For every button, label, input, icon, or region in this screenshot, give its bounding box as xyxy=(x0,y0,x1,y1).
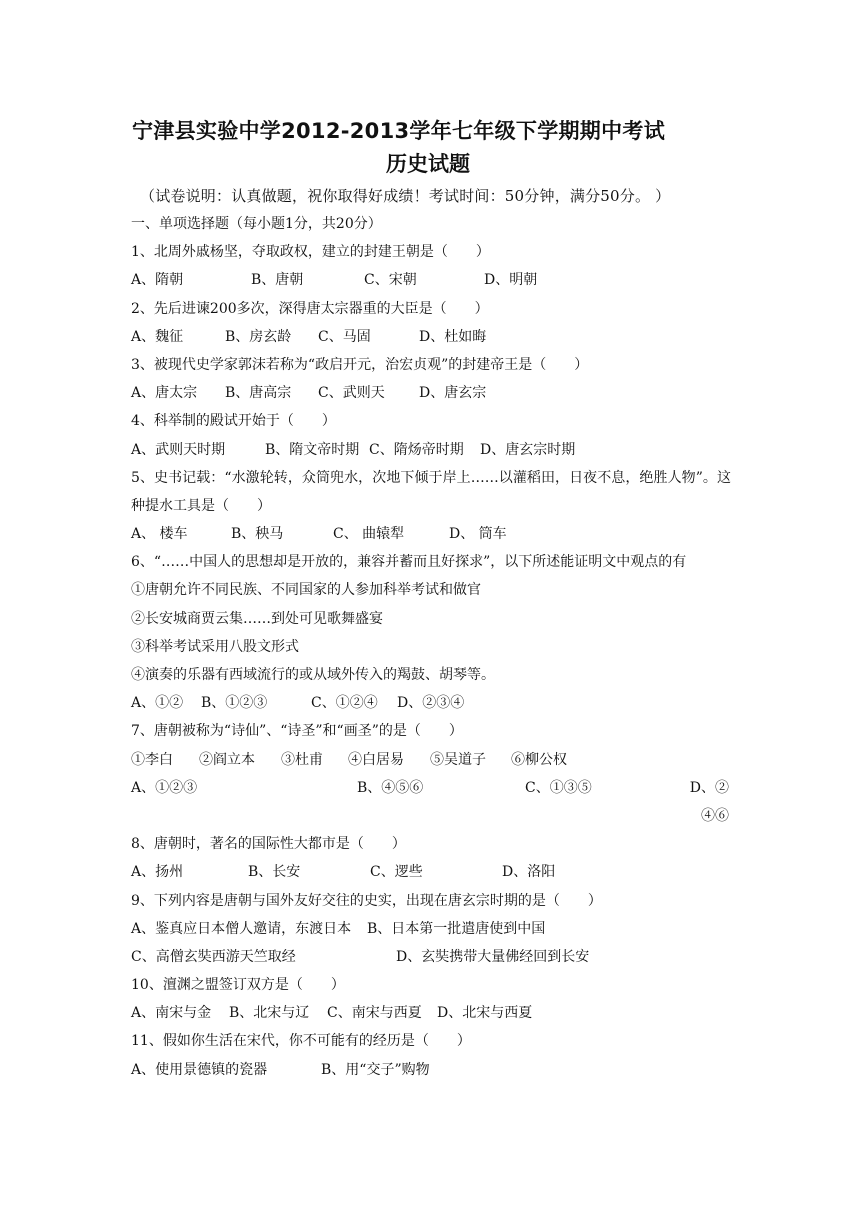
question-list xyxy=(131,210,731,1084)
option: B、日本第一批遣唐使到中国 xyxy=(367,920,546,937)
option: A、①② xyxy=(131,695,184,712)
options-row xyxy=(131,858,731,886)
option: B、隋文帝时期 xyxy=(265,441,360,458)
option: A、鉴真应日本僧人邀请，东渡日本 xyxy=(131,920,352,937)
option: B、④⑤⑥ xyxy=(357,779,424,796)
question-stem: 8、唐朝时，著名的国际性大都市是（ ） xyxy=(131,836,406,853)
option: D、唐玄宗 xyxy=(419,385,487,402)
option: C、马固 xyxy=(318,328,371,345)
options-row xyxy=(131,943,731,971)
options-row xyxy=(131,1056,731,1084)
statement-item: ①唐朝允许不同民族、不同国家的人参加科举考试和做官 xyxy=(131,582,481,599)
option: A、 楼车 xyxy=(131,526,188,543)
option: A、①②③ xyxy=(131,779,198,796)
section-heading: 一、单项选择题（每小题1分，共20分） xyxy=(131,216,382,232)
option: D、玄奘携带大量佛经回到长安 xyxy=(396,948,590,965)
options-row xyxy=(131,774,731,824)
statement-item: ②长安城商贾云集……到处可见歌舞盛宴 xyxy=(131,610,383,627)
exam-instructions: （试卷说明：认真做题，祝你取得好成绩！考试时间：50分钟，满分50分。 ） xyxy=(140,187,671,205)
question-stem: 3、被现代史学家郭沫若称为“政启开元，治宏贞观”的封建帝王是（ ） xyxy=(131,356,589,373)
person-item: ③杜甫 xyxy=(281,751,323,768)
options-row xyxy=(131,520,731,548)
statement-item: ③科举考试采用八股文形式 xyxy=(131,638,299,655)
options-row xyxy=(131,379,731,407)
option: B、长安 xyxy=(248,864,301,881)
question-stem: 4、科举制的殿试开始于（ ） xyxy=(131,413,336,430)
person-item: ⑤吴道子 xyxy=(430,751,486,768)
option: B、秧马 xyxy=(231,526,284,543)
option: D、北宋与西夏 xyxy=(437,1005,533,1022)
option: A、唐太宗 xyxy=(131,385,198,402)
options-row xyxy=(131,915,731,943)
option: A、南宋与金 xyxy=(131,1005,212,1022)
option: B、北宋与辽 xyxy=(229,1005,310,1022)
option: C、隋炀帝时期 xyxy=(369,441,464,458)
option: A、武则天时期 xyxy=(131,441,226,458)
statement-item: ④演奏的乐器有西域流行的或从域外传入的羯鼓、胡琴等。 xyxy=(131,667,495,684)
options-row xyxy=(131,999,731,1027)
person-item: ①李白 xyxy=(131,751,173,768)
items-row xyxy=(131,746,731,774)
options-row xyxy=(131,266,731,294)
options-row xyxy=(131,323,731,351)
option: C、①③⑤ xyxy=(525,779,592,796)
option: A、使用景德镇的瓷器 xyxy=(131,1061,268,1078)
option: D、杜如晦 xyxy=(419,328,487,345)
question-stem: 1、北周外戚杨坚，夺取政权，建立的封建王朝是（ ） xyxy=(131,244,490,261)
option: C、宋朝 xyxy=(364,272,417,289)
option: B、房玄龄 xyxy=(225,328,292,345)
option: B、用“交子”购物 xyxy=(321,1061,430,1078)
option: D、②③④ xyxy=(397,695,465,712)
exam-subtitle: 历史试题 xyxy=(386,152,470,176)
options-row xyxy=(131,436,731,464)
person-item: ⑥柳公权 xyxy=(511,751,567,768)
option: A、魏征 xyxy=(131,328,184,345)
option: A、扬州 xyxy=(131,864,184,881)
question-stem: 5、史书记载：“水激轮转，众筒兜水，次地下倾于岸上……以灌稻田，日夜不息，绝胜人物”。这种提水工具是（ ） xyxy=(131,469,731,514)
question-stem: 7、唐朝被称为“诗仙”、“诗圣”和“画圣”的是（ ） xyxy=(131,723,463,740)
option: D、唐玄宗时期 xyxy=(480,441,576,458)
question-stem: 11、假如你生活在宋代，你不可能有的经历是（ ） xyxy=(131,1033,471,1050)
exam-title: 宁津县实验中学2012-2013学年七年级下学期期中考试 xyxy=(132,119,666,143)
option-wrap-spacer xyxy=(131,802,731,830)
option: C、高僧玄奘西游天竺取经 xyxy=(131,948,296,965)
option: C、①②④ xyxy=(311,695,378,712)
person-item: ②阎立本 xyxy=(199,751,255,768)
option: D、②④⑥ xyxy=(689,779,729,824)
options-row xyxy=(131,689,731,717)
option: C、武则天 xyxy=(318,385,385,402)
question-stem: 2、先后进谏200多次，深得唐太宗器重的大臣是（ ） xyxy=(131,300,489,317)
person-item: ④白居易 xyxy=(348,751,404,768)
question-stem: 6、“……中国人的思想却是开放的，兼容并蓄而且好探求”，以下所述能证明文中观点的有 xyxy=(131,554,687,571)
option: B、唐高宗 xyxy=(225,385,292,402)
option: C、逻些 xyxy=(370,864,423,881)
option: D、 筒车 xyxy=(449,526,507,543)
option: C、南宋与西夏 xyxy=(327,1005,422,1022)
question-stem: 10、澶渊之盟签订双方是（ ） xyxy=(131,977,345,994)
option: D、洛阳 xyxy=(502,864,556,881)
option: A、隋朝 xyxy=(131,272,184,289)
option: B、①②③ xyxy=(201,695,268,712)
option: B、唐朝 xyxy=(251,272,304,289)
option: C、 曲辕犁 xyxy=(333,526,405,543)
option: D、明朝 xyxy=(484,272,538,289)
question-stem: 9、下列内容是唐朝与国外友好交往的史实，出现在唐玄宗时期的是（ ） xyxy=(131,892,602,909)
